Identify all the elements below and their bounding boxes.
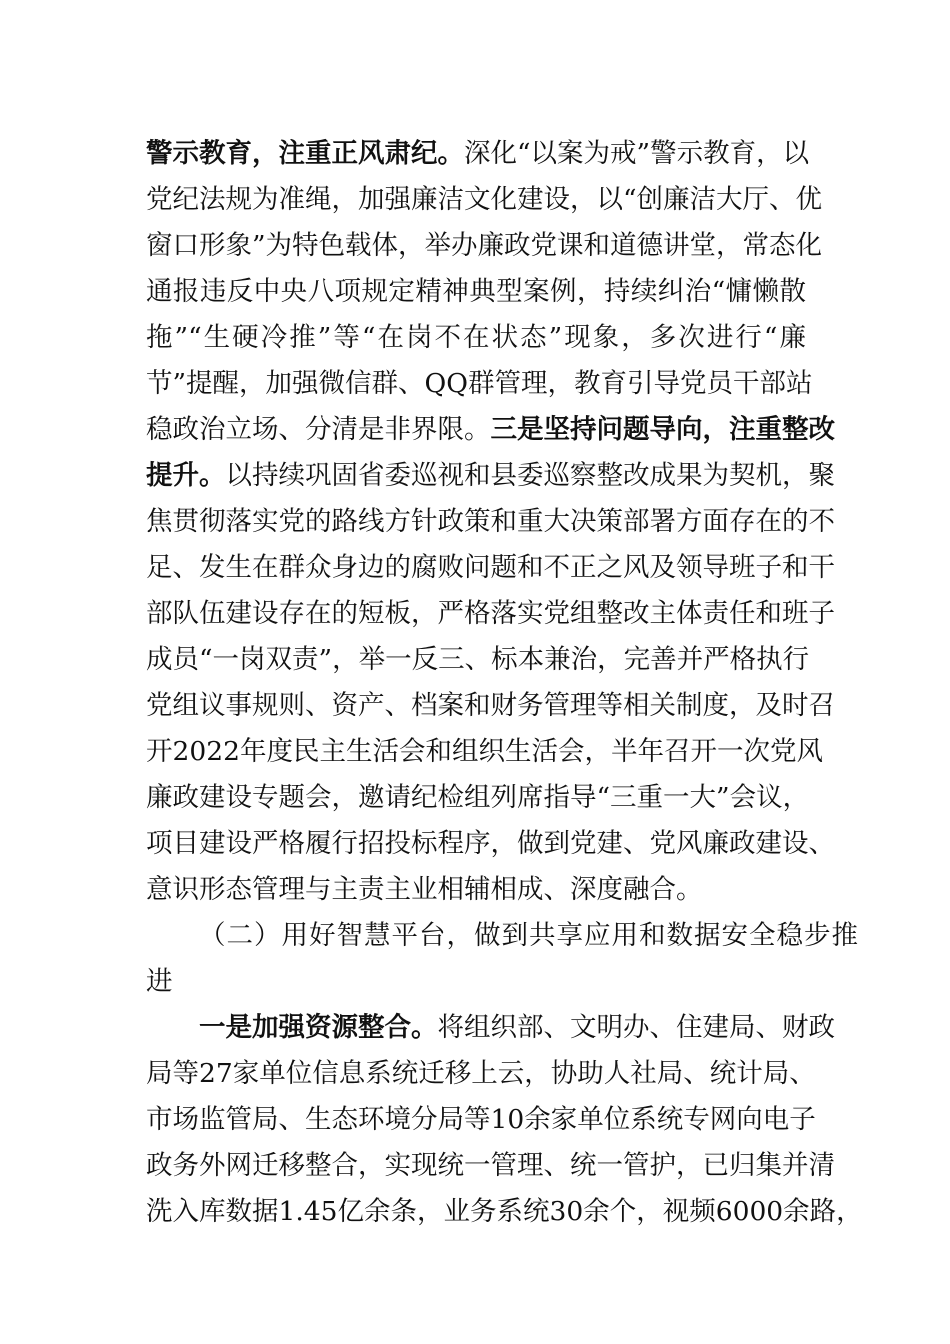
paragraph-line: 开2022年度民主生活会和组织生活会，半年召开一次党风 [146, 736, 823, 767]
bold-lead: 提升。 [146, 460, 226, 491]
paragraph-line: 局等27家单位信息系统迁移上云，协助人社局、统计局、 [146, 1058, 816, 1089]
paragraph-line: 市场监管局、生态环境分局等10余家单位系统专网向电子 [146, 1104, 816, 1135]
paragraph-line: 部队伍建设存在的短板，严格落实党组整改主体责任和班子 [146, 598, 835, 629]
text-run: 稳政治立场、分清是非界限。 [146, 414, 491, 445]
paragraph-line: 成员“一岗双责”，举一反三、标本兼治，完善并严格执行 [146, 644, 810, 675]
paragraph-line: 足、发生在群众身边的腐败问题和不正之风及领导班子和干 [146, 552, 835, 583]
paragraph-line: 拖”“生硬冷推”等“在岗不在状态”现象，多次进行“廉 [146, 322, 806, 353]
paragraph-line: 廉政建设专题会，邀请纪检组列席指导“三重一大”会议， [146, 782, 810, 813]
bold-lead: 警示教育，注重正风肃纪。 [146, 138, 464, 169]
paragraph-line: 节”提醒，加强微信群、QQ群管理，教育引导党员干部站 [146, 368, 813, 399]
paragraph-line: 窗口形象”为特色载体，举办廉政党课和道德讲堂，常态化 [146, 230, 823, 261]
text-run: 深化“以案为戒”警示教育，以 [464, 138, 810, 169]
paragraph-line: 党组议事规则、资产、档案和财务管理等相关制度，及时召 [146, 690, 835, 721]
bold-lead: 一是加强资源整合。 [199, 1012, 438, 1043]
paragraph-line [199, 1005, 835, 1051]
section-heading-continuation: 进 [146, 966, 174, 997]
paragraph-line: 党纪法规为准绳，加强廉洁文化建设，以“创廉洁大厅、优 [146, 184, 823, 215]
paragraph-line [146, 131, 810, 177]
paragraph-line: 项目建设严格履行招投标程序，做到党建、党风廉政建设、 [146, 828, 835, 859]
paragraph-line: 政务外网迁移整合，实现统一管理、统一管护，已归集并清 [146, 1150, 835, 1181]
text-run: 将组织部、文明办、住建局、财政 [437, 1012, 835, 1043]
section-heading: （二）用好智慧平台，做到共享应用和数据安全稳步推 [199, 920, 859, 951]
paragraph-line: 焦贯彻落实党的路线方针政策和重大决策部署方面存在的不 [146, 506, 835, 537]
paragraph-line: 意识形态管理与主责主业相辅相成、深度融合。 [146, 874, 703, 905]
paragraph-line [146, 453, 835, 499]
text-run: 以持续巩固省委巡视和县委巡察整改成果为契机，聚 [225, 460, 835, 491]
bold-lead: 三是坚持问题导向，注重整改 [490, 414, 835, 445]
paragraph-line [146, 407, 835, 453]
paragraph-line: 通报违反中央八项规定精神典型案例，持续纠治“慵懒散 [146, 276, 806, 307]
paragraph-line: 洗入库数据1.45亿余条，业务系统30余个，视频6000余路， [146, 1196, 863, 1227]
